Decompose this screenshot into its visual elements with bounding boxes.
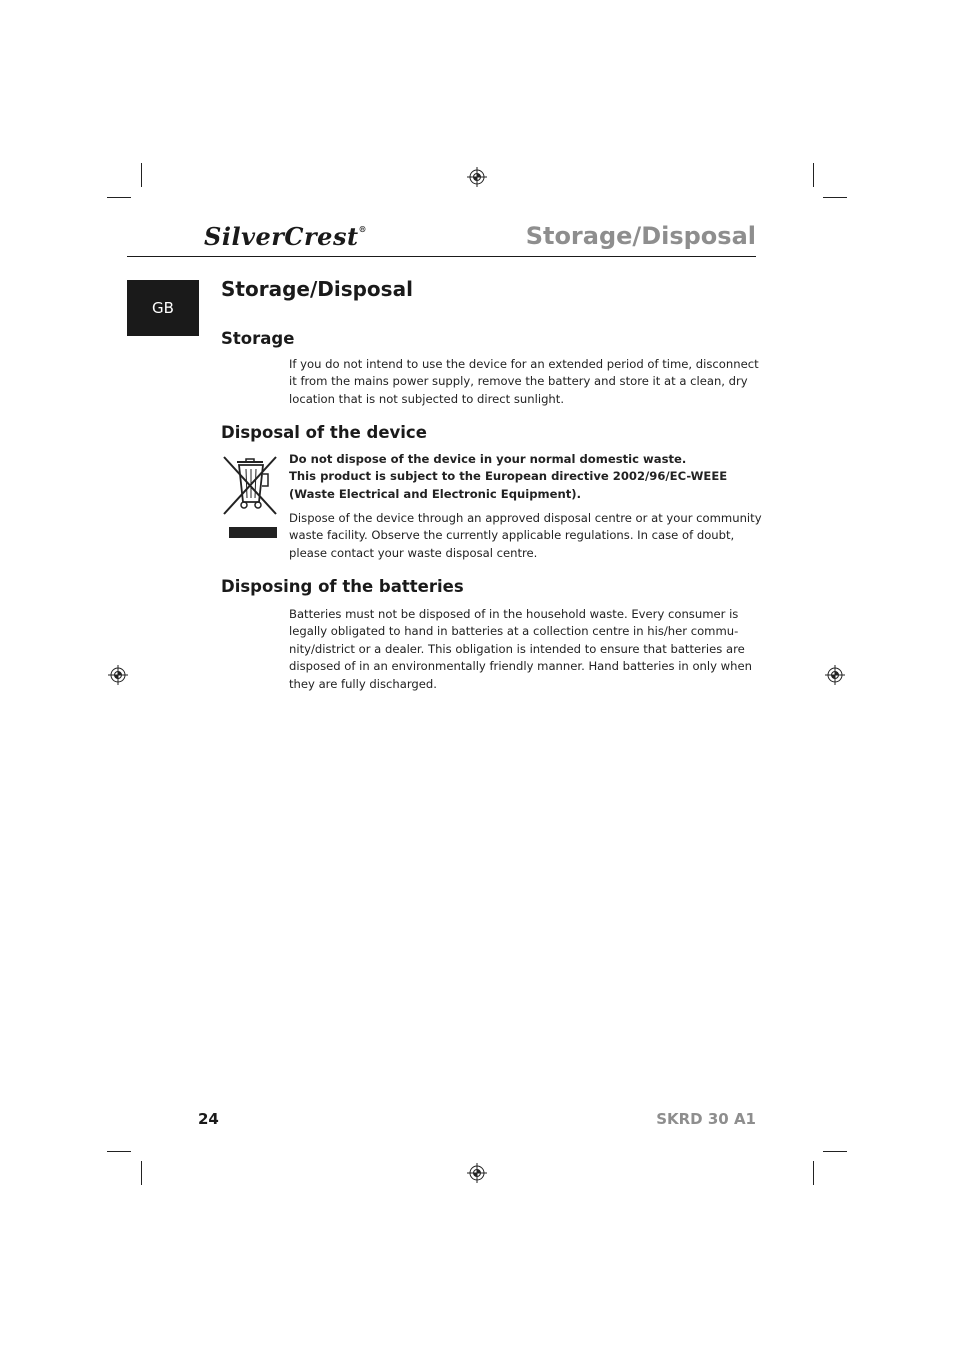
storage-paragraph <box>289 356 759 408</box>
brand-registered-mark: ® <box>358 224 368 234</box>
crop-mark <box>813 1161 814 1185</box>
language-tab: GB <box>127 280 199 336</box>
header-section-title: Storage/Disposal <box>525 222 756 250</box>
storage-line: it from the mains power supply, remove the battery and store it at a clean, dry <box>289 374 748 389</box>
registration-mark-icon <box>467 167 487 187</box>
disposal-device-line: please contact your waste disposal centre. <box>289 545 538 560</box>
disposal-batteries-paragraph <box>289 606 752 693</box>
crop-mark <box>141 1161 142 1185</box>
storage-line: location that is not subjected to direct sunlight. <box>289 391 565 406</box>
page-title: Storage/Disposal <box>221 277 413 301</box>
header-divider <box>127 256 756 257</box>
registration-mark-icon <box>825 665 845 685</box>
disposal-warning-line: This product is subject to the European directive 2002/96/EC-WEEE <box>289 469 728 484</box>
crop-mark <box>107 1151 131 1152</box>
page-number: 24 <box>198 1110 219 1128</box>
disposal-warning-line: (Waste Electrical and Electronic Equipment). <box>289 486 582 501</box>
disposal-device-heading: Disposal of the device <box>221 423 427 442</box>
crop-mark <box>813 163 814 187</box>
disposal-batteries-line: they are fully discharged. <box>289 676 437 691</box>
disposal-batteries-line: disposed of in an environmentally friendly manner. Hand batteries in only when <box>289 659 752 674</box>
crop-mark <box>823 197 847 198</box>
disposal-batteries-line: Batteries must not be disposed of in the household waste. Every consumer is <box>289 607 739 621</box>
disposal-device-paragraph <box>289 510 762 562</box>
weee-crossed-bin-icon <box>221 452 279 540</box>
storage-heading: Storage <box>221 329 295 348</box>
model-number: SKRD 30 A1 <box>656 1110 756 1128</box>
disposal-batteries-line: nity/district or a dealer. This obligation is intended to ensure that batteries are <box>289 641 745 656</box>
storage-line: If you do not intend to use the device for an extended period of time, disconnect <box>289 357 759 371</box>
disposal-warning-line: Do not dispose of the device in your normal domestic waste. <box>289 452 687 466</box>
disposal-warning <box>289 451 734 503</box>
disposal-device-line: Dispose of the device through an approved disposal centre or at your community <box>289 511 762 525</box>
brand-logo <box>204 222 367 251</box>
disposal-device-line: waste facility. Observe the currently applicable regulations. In case of doubt, <box>289 528 735 543</box>
registration-mark-icon <box>108 665 128 685</box>
disposal-batteries-heading: Disposing of the batteries <box>221 577 464 596</box>
disposal-batteries-line: legally obligated to hand in batteries at a collection centre in his/her commu- <box>289 624 739 639</box>
crop-mark <box>823 1151 847 1152</box>
crop-mark <box>107 197 131 198</box>
registration-mark-icon <box>467 1163 487 1183</box>
brand-name: SilverCrest <box>204 222 359 251</box>
crop-mark <box>141 163 142 187</box>
